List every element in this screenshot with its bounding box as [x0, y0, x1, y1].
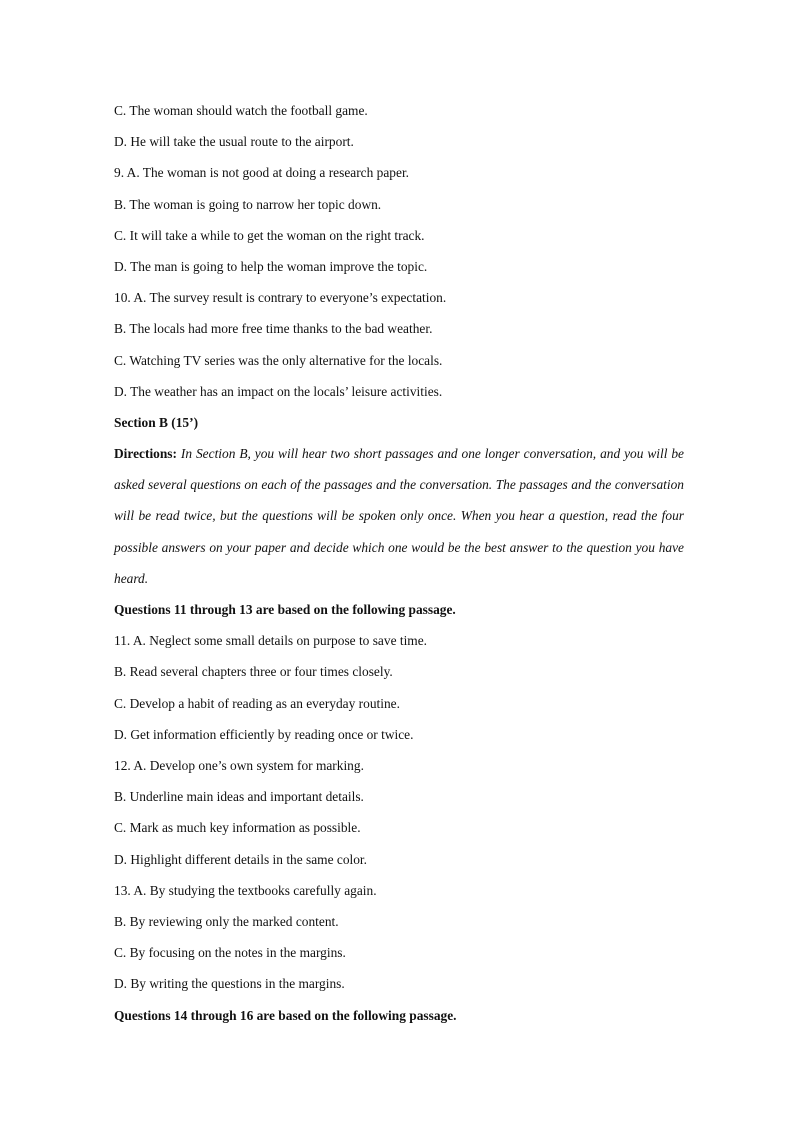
answer-option: D. The weather has an impact on the locals’ leisure activities.: [114, 383, 443, 399]
answer-option: C. By focusing on the notes in the margins.: [114, 945, 346, 961]
directions-lead: Directions:: [114, 446, 177, 462]
answer-option: B. The locals had more free time thanks to the bad weather.: [114, 321, 433, 337]
answer-option: C. Mark as much key information as possible.: [114, 820, 361, 836]
question-group-heading: Questions 14 through 16 are based on the following passage.: [114, 1007, 457, 1023]
answer-option: B. The woman is going to narrow her topic down.: [114, 196, 382, 212]
answer-option: C. It will take a while to get the woman on the right track.: [114, 227, 425, 243]
answer-option: B. Underline main ideas and important details.: [114, 789, 364, 805]
answer-option: C. The woman should watch the football game.: [114, 103, 368, 118]
answer-option: B. By reviewing only the marked content.: [114, 913, 339, 929]
answer-option: D. By writing the questions in the margins.: [114, 976, 345, 992]
answer-option: D. Highlight different details in the same color.: [114, 851, 368, 867]
question-group-heading: Questions 11 through 13 are based on the following passage.: [114, 602, 456, 618]
answer-option: D. Get information efficiently by reading once or twice.: [114, 726, 414, 742]
answer-option: 9. A. The woman is not good at doing a research paper.: [114, 165, 410, 181]
directions-paragraph: [114, 438, 684, 594]
answer-option: 13. A. By studying the textbooks carefully again.: [114, 882, 377, 898]
answer-option: 12. A. Develop one’s own system for marking.: [114, 758, 364, 774]
section-heading: Section B (15’): [114, 414, 199, 430]
answer-option: B. Read several chapters three or four times closely.: [114, 664, 393, 680]
directions-text: In Section B, you will hear two short passages and one longer conversation, and you will be asked several questions on each of the passages and the conversation. The passages and the conversation will be read twice, but the questions will be spoken only once. When you hear a question, read the four possible answers on your paper and decide which one would be the best answer to the question you have heard.: [114, 446, 684, 586]
answer-option: D. The man is going to help the woman improve the topic.: [114, 258, 428, 274]
answer-option: D. He will take the usual route to the airport.: [114, 134, 354, 150]
document-page: [114, 95, 684, 1031]
answer-option: C. Develop a habit of reading as an everyday routine.: [114, 695, 400, 711]
answer-option: C. Watching TV series was the only alternative for the locals.: [114, 352, 443, 368]
answer-option: 11. A. Neglect some small details on purpose to save time.: [114, 633, 428, 649]
answer-option: 10. A. The survey result is contrary to everyone’s expectation.: [114, 290, 447, 306]
